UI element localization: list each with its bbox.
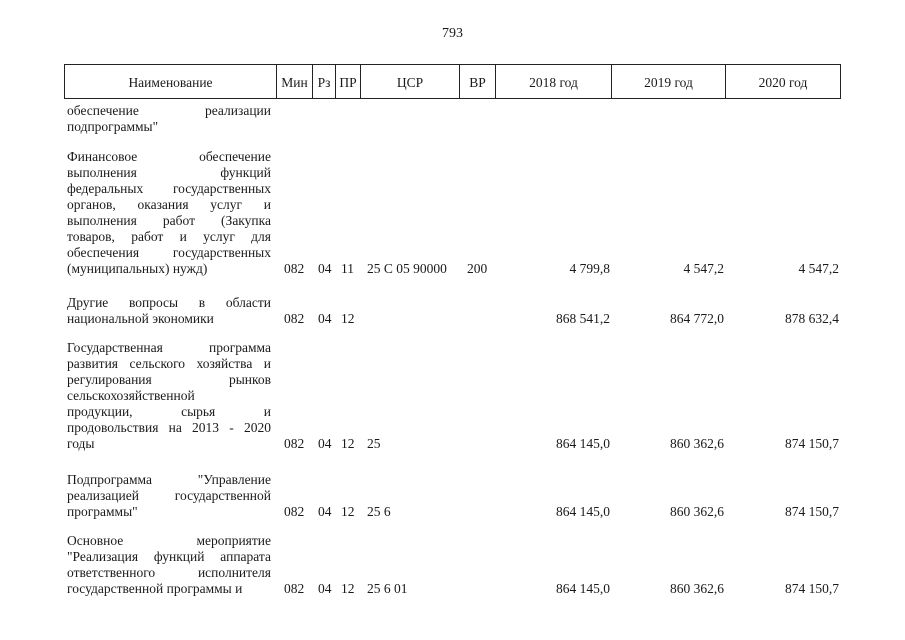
cell-y2018: 864 145,0 — [556, 581, 610, 596]
cell-min: 082 — [284, 436, 305, 451]
cell-min: 082 — [284, 261, 305, 276]
row-name-line: ответственного исполнителя — [67, 565, 271, 580]
cell-rz: 04 — [318, 436, 332, 451]
row-name-line: государственной программы и — [67, 581, 243, 596]
column-header-pr: ПР — [336, 65, 361, 98]
row-name-line: продукции, сырья и — [67, 404, 271, 419]
page-number: 793 — [442, 26, 463, 41]
cell-min: 082 — [284, 581, 305, 596]
cell-pr: 12 — [341, 436, 355, 451]
cell-min: 082 — [284, 311, 305, 326]
row-name — [67, 472, 271, 520]
cell-y2020: 878 632,4 — [785, 311, 839, 326]
cell-pr: 12 — [341, 311, 355, 326]
cell-rz: 04 — [318, 311, 332, 326]
row-name-line: Финансовое обеспечение — [67, 149, 271, 164]
column-header-min: Мин — [277, 65, 313, 98]
row-name — [67, 533, 271, 597]
row-name-line: органов, оказания услуг и — [67, 197, 271, 212]
cell-y2019: 860 362,6 — [670, 504, 724, 519]
row-name-line: национальной экономики — [67, 311, 214, 326]
row-name — [67, 295, 271, 327]
cell-y2020: 4 547,2 — [798, 261, 839, 276]
cell-rz: 04 — [318, 581, 332, 596]
row-name-line: Другие вопросы в области — [67, 295, 271, 310]
row-name-line: выполнения работ (Закупка — [67, 213, 271, 228]
column-header-2019: 2019 год — [612, 65, 726, 98]
column-header-vr: ВР — [460, 65, 496, 98]
row-name-line: федеральных государственных — [67, 181, 271, 196]
row-name — [67, 149, 271, 277]
cell-pr: 11 — [341, 261, 354, 276]
row-name-line: выполнения функций — [67, 165, 271, 180]
row-name-line: обеспечение реализации — [67, 103, 271, 118]
cell-y2020: 874 150,7 — [785, 504, 839, 519]
row-name-line: реализацией государственной — [67, 488, 271, 503]
cell-vr: 200 — [467, 261, 488, 276]
row-name-line: Основное мероприятие — [67, 533, 271, 548]
column-header-csr: ЦСР — [361, 65, 460, 98]
table-header — [64, 64, 841, 99]
column-header-2020: 2020 год — [758, 75, 808, 90]
row-name-line: Подпрограмма "Управление — [67, 472, 271, 487]
cell-y2018: 4 799,8 — [569, 261, 610, 276]
row-name-line: регулирования рынков — [67, 372, 271, 387]
cell-y2018: 864 145,0 — [556, 436, 610, 451]
column-header-name: Наименование — [65, 65, 277, 98]
row-name-line: (муниципальных) нужд) — [67, 261, 208, 276]
row-name-line: товаров, работ и услуг для — [67, 229, 271, 244]
row-name-line: "Реализация функций аппарата — [67, 549, 271, 564]
cell-y2020: 874 150,7 — [785, 436, 839, 451]
row-name-line: обеспечения государственных — [67, 245, 271, 260]
cell-y2019: 860 362,6 — [670, 581, 724, 596]
cell-min: 082 — [284, 504, 305, 519]
row-name-line: продовольствия на 2013 - 2020 — [67, 420, 271, 435]
cell-y2019: 860 362,6 — [670, 436, 724, 451]
row-name-line: годы — [67, 436, 95, 451]
row-name — [67, 103, 271, 135]
cell-y2019: 4 547,2 — [683, 261, 724, 276]
row-name-line: развития сельского хозяйства и — [67, 356, 271, 371]
cell-pr: 12 — [341, 581, 355, 596]
cell-csr: 25 6 — [367, 504, 391, 519]
row-name — [67, 340, 271, 452]
column-header-rz: Рз — [313, 65, 336, 98]
cell-y2018: 864 145,0 — [556, 504, 610, 519]
cell-rz: 04 — [318, 261, 332, 276]
row-name-line: программы" — [67, 504, 138, 519]
cell-y2019: 864 772,0 — [670, 311, 724, 326]
cell-rz: 04 — [318, 504, 332, 519]
cell-csr: 25 6 01 — [367, 581, 408, 596]
cell-csr: 25 — [367, 436, 381, 451]
cell-y2020: 874 150,7 — [785, 581, 839, 596]
column-header-2018: 2018 год — [496, 65, 612, 98]
row-name-line: сельскохозяйственной — [67, 388, 195, 403]
cell-csr: 25 С 05 90000 — [367, 261, 447, 276]
cell-y2018: 868 541,2 — [556, 311, 610, 326]
row-name-line: Государственная программа — [67, 340, 271, 355]
row-name-line: подпрограммы" — [67, 119, 159, 134]
cell-pr: 12 — [341, 504, 355, 519]
